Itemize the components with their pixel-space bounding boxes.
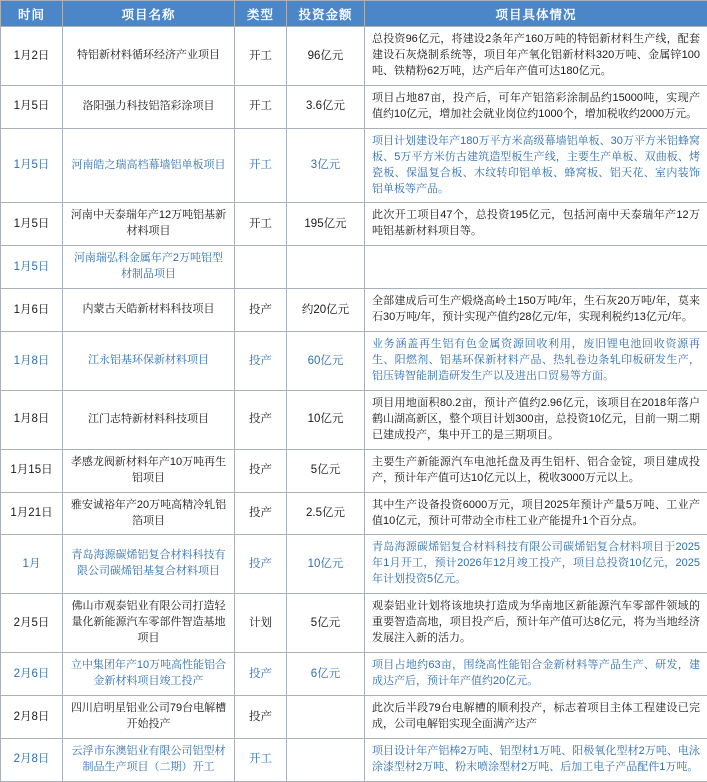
cell-time: 1月15日 (1, 449, 63, 492)
cell-time: 2月8日 (1, 695, 63, 738)
cell-detail: 项目占地87亩，投产后，可年产铝箔彩涂制品约15000吨，实现产值约10亿元，增加社会就业岗位约1000个，增加税收约2000万元。 (365, 85, 707, 128)
cell-project-name: 内蒙古天皓新材料科技项目 (63, 289, 235, 332)
cell-amount: 10亿元 (287, 390, 365, 449)
cell-project-name: 云浮市东澳铝业有限公司铝型材制品生产项目（二期）开工 (63, 738, 235, 781)
cell-amount (287, 738, 365, 781)
cell-project-name: 河南中天泰瑞年产12万吨铝基新材料项目 (63, 203, 235, 246)
cell-time: 1月5日 (1, 203, 63, 246)
column-header-details: 项目具体情况 (365, 1, 707, 27)
table-header (1, 1, 707, 27)
cell-amount: 3.6亿元 (287, 85, 365, 128)
column-header-investment-amount: 投资金额 (287, 1, 365, 27)
cell-type: 投产 (235, 332, 287, 391)
cell-detail: 观泰铝业计划将该地块打造成为华南地区新能源汽车零部件领域的重要智造高地，项目投产后，预计年产值可达8亿元，将为当地经济发展注入新的活力。 (365, 594, 707, 653)
cell-type: 投产 (235, 492, 287, 535)
cell-time: 1月6日 (1, 289, 63, 332)
cell-type: 计划 (235, 594, 287, 653)
cell-detail: 业务涵盖再生铝有色金属资源回收利用，废旧锂电池回收资源再生、阳燃剂、铝基环保新材料产品、热轧卷边条轧印板研发生产，铝压铸智能制造研发生产以及进出口贸易等方面。 (365, 332, 707, 391)
cell-type: 开工 (235, 85, 287, 128)
cell-type: 投产 (235, 535, 287, 594)
table-row (1, 449, 707, 492)
cell-type: 开工 (235, 128, 287, 203)
table-row (1, 27, 707, 86)
column-header-time: 时间 (1, 1, 63, 27)
cell-detail: 此次后半段79台电解槽的顺利投产，标志着项目主体工程建设已完成，公司电解铝实现全面满产达产 (365, 695, 707, 738)
cell-time: 2月5日 (1, 594, 63, 653)
cell-detail: 其中生产设备投资6000万元，项目2025年预计产量5万吨、工业产值10亿元，预计可带动全市柱工业产能提升1个百分点。 (365, 492, 707, 535)
cell-type: 投产 (235, 695, 287, 738)
cell-amount: 2.5亿元 (287, 492, 365, 535)
cell-amount (287, 695, 365, 738)
cell-type: 开工 (235, 203, 287, 246)
column-header-project-name: 项目名称 (63, 1, 235, 27)
cell-project-name: 江门志特新材料科技项目 (63, 390, 235, 449)
cell-amount: 195亿元 (287, 203, 365, 246)
cell-detail: 此次开工项目47个，总投资195亿元，包括河南中天泰瑞年产12万吨铝基新材料项目等。 (365, 203, 707, 246)
cell-project-name: 河南皓之瑞高档幕墙铝单板项目 (63, 128, 235, 203)
cell-type: 开工 (235, 738, 287, 781)
cell-time: 1月5日 (1, 246, 63, 289)
cell-time: 1月 (1, 535, 63, 594)
table-row (1, 738, 707, 781)
cell-amount: 6亿元 (287, 653, 365, 696)
cell-project-name: 洛阳强力科技铝箔彩涂项目 (63, 85, 235, 128)
cell-type: 投产 (235, 653, 287, 696)
cell-amount: 5亿元 (287, 594, 365, 653)
cell-type (235, 246, 287, 289)
cell-project-name: 四川启明星铝业公司79台电解槽开始投产 (63, 695, 235, 738)
table-row (1, 390, 707, 449)
cell-time: 2月6日 (1, 653, 63, 696)
table-row (1, 203, 707, 246)
cell-time: 1月21日 (1, 492, 63, 535)
cell-amount: 60亿元 (287, 332, 365, 391)
cell-project-name: 雅安诚裕年产20万吨高精冷轧铝箔项目 (63, 492, 235, 535)
cell-detail (365, 246, 707, 289)
cell-amount: 约20亿元 (287, 289, 365, 332)
table-row (1, 695, 707, 738)
table-row (1, 246, 707, 289)
cell-type: 投产 (235, 390, 287, 449)
cell-project-name: 佛山市观泰铝业有限公司打造轻量化新能源汽车零部件智造基地项目 (63, 594, 235, 653)
cell-amount: 10亿元 (287, 535, 365, 594)
cell-detail: 项目计划建设年产180万平方米高级幕墙铝单板、30万平方米铝蜂窝板、5万平方米仿古建筑造型板生产线，主要生产单板、双曲板、烤瓷板、保温复合板、木纹转印铝单板、蜂窝板、铝天花、室内装饰铝单板等产品。 (365, 128, 707, 203)
table-row (1, 289, 707, 332)
cell-detail: 项目设计年产铝棒2万吨、铝型材1万吨、阳极氧化型材2万吨、电泳涂漆型材2万吨、粉末喷涂型材2万吨、后加工电子产品配件1万吨。 (365, 738, 707, 781)
cell-time: 1月5日 (1, 128, 63, 203)
cell-time: 1月8日 (1, 390, 63, 449)
cell-time: 1月5日 (1, 85, 63, 128)
cell-time: 2月8日 (1, 738, 63, 781)
cell-detail: 项目占地约63亩，围绕高性能铝合金新材料等产品生产、研发，建成达产后，预计年产值约20亿元。 (365, 653, 707, 696)
table-row (1, 85, 707, 128)
cell-amount (287, 246, 365, 289)
cell-detail: 全部建成后可生产煅烧高岭土150万吨/年，生石灰20万吨/年，莫来石30万吨/年，预计实现产值约28亿元/年，实现利税约13亿元/年。 (365, 289, 707, 332)
cell-time: 1月8日 (1, 332, 63, 391)
table-row (1, 653, 707, 696)
cell-project-name: 特铝新材料循环经济产业项目 (63, 27, 235, 86)
table-row (1, 594, 707, 653)
table-body (1, 27, 707, 782)
table-row (1, 535, 707, 594)
cell-detail: 主要生产新能源汽车电池托盘及再生铝杆、铝合金锭，项目建成投产，预计年产值可达10亿元以上，税收3000万元以上。 (365, 449, 707, 492)
table-row (1, 128, 707, 203)
cell-type: 投产 (235, 289, 287, 332)
column-header-type: 类型 (235, 1, 287, 27)
cell-detail: 青岛海源碳烯铝复合材料科技有限公司碳烯铝复合材料项目于2025年1月开工，预计2026年12月竣工投产，项目总投资10亿元，2025年计划投资5亿元。 (365, 535, 707, 594)
cell-project-name: 青岛海源碳烯铝复合材料科技有限公司碳烯铝基复合材料项目 (63, 535, 235, 594)
cell-detail: 总投资96亿元，将建设2条年产160万吨的特铝新材料生产线，配套建设石灰烧制系统等，项目年产氧化铝新材料320万吨、金属锌100吨、铁精粉62万吨，达产后年产值可达180亿元。 (365, 27, 707, 86)
table-row (1, 492, 707, 535)
cell-project-name: 立中集团年产10万吨高性能铝合金新材料项目竣工投产 (63, 653, 235, 696)
cell-project-name: 江永铝基环保新材料项目 (63, 332, 235, 391)
cell-time: 1月2日 (1, 27, 63, 86)
cell-project-name: 孝感龙阀新材料年产10万吨再生铝项目 (63, 449, 235, 492)
table-row (1, 332, 707, 391)
cell-amount: 3亿元 (287, 128, 365, 203)
cell-project-name: 河南瑞弘科金属年产2万吨铝型材制品项目 (63, 246, 235, 289)
cell-type: 投产 (235, 449, 287, 492)
cell-detail: 项目用地面积80.2亩，预计产值约2.96亿元，该项目在2018年落户鹤山湖高新区，整个项目计划300亩，总投资10亿元，目前一期二期已建成投产，集中开工的是三期项目。 (365, 390, 707, 449)
header-row (1, 1, 707, 27)
cell-type: 开工 (235, 27, 287, 86)
cell-amount: 96亿元 (287, 27, 365, 86)
cell-amount: 5亿元 (287, 449, 365, 492)
